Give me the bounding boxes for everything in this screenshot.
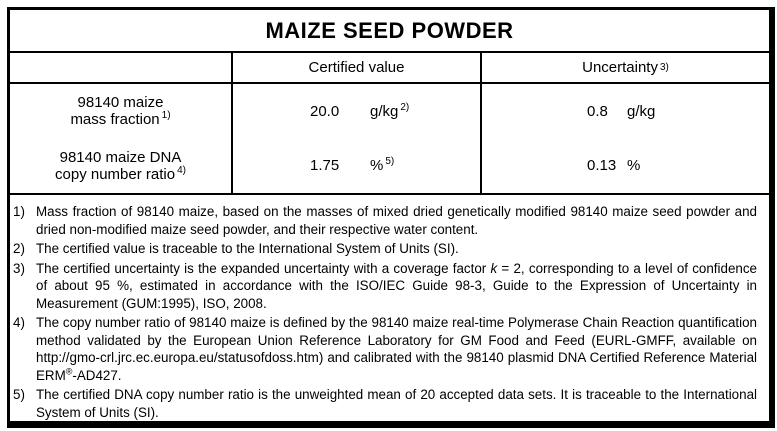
certified-value-header-label: Certified value: [308, 59, 405, 76]
footnote-1-text: Mass fraction of 98140 maize, based on the masses of mixed dried genetically modified 98140 maize seed powder and dried non-modified maize seed powder, and their respective water content.: [36, 204, 757, 237]
table-header-row: [10, 53, 769, 84]
footnote-5: [13, 386, 757, 421]
certified-value-mass-fraction: [233, 84, 480, 138]
uncertainty-unit: %: [627, 157, 641, 174]
certified-value-footnote-marker: 5): [385, 156, 395, 167]
footnote-2: [13, 240, 757, 258]
certified-value-unit: g/kg $^{2)}$: [370, 101, 410, 120]
uncertainty-number: 0.13: [587, 157, 617, 174]
table-body: [10, 84, 769, 195]
uncertainty-header-label: Uncertainty: [582, 59, 658, 76]
uncertainty-mass-fraction: [482, 84, 769, 138]
column-analyte: [10, 84, 231, 193]
coverage-factor-k: k: [490, 260, 498, 276]
row2-label-line1: 98140 maize DNA: [59, 148, 182, 166]
footnote-3-number: 3): [13, 260, 25, 276]
certified-value-number: 20.0: [310, 102, 340, 120]
certified-value-copy-number: [233, 138, 480, 193]
row1-label-line2: mass fraction $^{1)}$: [70, 110, 171, 128]
footnote-4: [13, 314, 757, 384]
certified-value-footnote-marker: 2): [400, 101, 410, 113]
row-label-mass-fraction: [10, 84, 231, 138]
footnote-2-number: 2): [13, 241, 25, 256]
footnotes-section: [10, 195, 769, 421]
footnote-4-text: The copy number ratio of 98140 maize is defined by the 98140 maize real-time Polymerase Chain Reaction quantification method validated by the European Union Reference Laboratory for GM Food and Feed (EURL-GMFF, available on http://gmo-crl.jrc.ec.europa.eu/statusofdoss.htm) and calibrated with the 98140 plasmid DNA Certified Reference Material ERM®-AD427.: [36, 315, 757, 383]
row1-label-line1: 98140 maize: [77, 94, 164, 111]
footnote-1-number: 1): [13, 204, 25, 219]
header-cell-uncertainty: Uncertainty 3): [480, 53, 769, 82]
row2-footnote-marker: 4): [177, 164, 186, 176]
footnote-5-number: 5): [13, 387, 25, 402]
certified-value-unit: % $^{5)}$: [370, 156, 395, 174]
certified-value-number: 1.75: [310, 157, 340, 174]
column-uncertainty: [480, 84, 769, 193]
registered-trademark-symbol: ®: [65, 366, 73, 377]
uncertainty-copy-number: [482, 138, 769, 193]
footnote-5-text: The certified DNA copy number ratio is the unweighted mean of 20 accepted data sets. It is traceable to the International System of Units (SI).: [36, 387, 757, 420]
page-title: MAIZE SEED POWDER: [10, 10, 769, 53]
row2-label-line2: copy number ratio $^{4)}$: [55, 164, 186, 183]
footnote-4-number: 4): [13, 315, 25, 330]
footnote-2-text: The certified value is traceable to the International System of Units (SI).: [36, 241, 459, 256]
header-cell-certified-value: [231, 53, 480, 82]
footnote-3: [13, 260, 757, 313]
header-cell-empty: [10, 53, 231, 82]
footnote-1: [13, 203, 757, 238]
row1-footnote-marker: 1): [161, 110, 171, 121]
uncertainty-unit: g/kg: [627, 102, 656, 120]
row-label-copy-number-ratio: [10, 138, 231, 193]
uncertainty-number: 0.8: [587, 102, 608, 120]
certificate-table: [7, 7, 775, 428]
column-certified-value: [231, 84, 480, 193]
footnote-3-text: The certified uncertainty is the expanded uncertainty with a coverage factor k = 2, corresponding to a level of confidence of about 95 %, estimated in accordance with the ISO/IEC Guide 98-3, Guide to the Expression of Uncertainty in Measurement (GUM:1995), ISO, 2008.: [36, 260, 757, 311]
